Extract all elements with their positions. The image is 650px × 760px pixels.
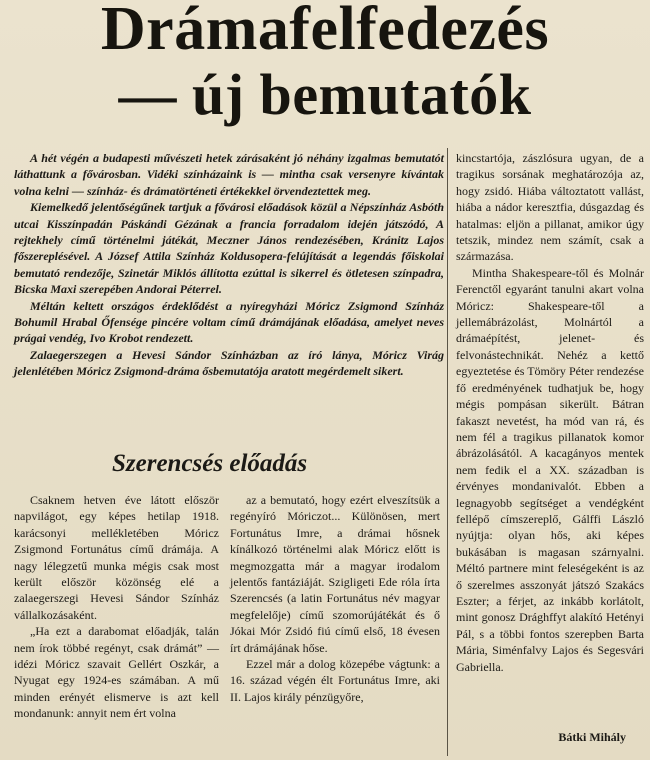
lead-paragraph: A hét végén a budapesti művészeti hetek zárásaként jó néhány izgalmas bemutatót láthattunk a fővárosban. Vidéki színházaink is — mintha csak versenyre kívántak volna kelni — színház- és drámatörténeti értékekkel örvendeztettek meg. (14, 151, 444, 198)
section-subheading: Szerencsés előadás (112, 450, 308, 477)
body-paragraph: az a bemutató, hogy ezért elveszítsük a regényíró Móriczot... Különösen, mert Fortunátus Imre, a drámai hősnek kínálkozó történelmi alak Móricz előtt is megmozgatta már a magyar irodalom jelentős fantáziáját. Szigligeti Ede róla írta Szerencsés (a latin Fortunátus név magyar megfelelője) című szomorújátékát és ő Jókai Mór Zsidó fiú című első, 18 évesen írt drámájának hőse. (230, 493, 440, 655)
body-paragraph: kincstartója, zászlósura ugyan, de a tragikus sorsának meghatározója az, hogy zsidó. Hiába változtatott vallást, hiába a nádor keresztfia, dúsgazdag és hatalmas: eljön a pillanat, amikor úgy tetszik, mindez nem számít, csak a származása. (456, 151, 644, 264)
headline-line-2: — új bemutatók (118, 62, 532, 127)
body-paragraph: „Ha ezt a darabomat előadják, talán nem írok többé regényt, csak drámát” — idézi Móricz szavait Gellért Oszkár, a Nyugat egy 1924-es számában. A mű minden erényét elismerve is azt kell mondanunk: annyit nem ért volna (14, 624, 219, 721)
body-column-3 (456, 150, 644, 675)
lead-paragraph: Zalaegerszegen a Hevesi Sándor Színházban az író lánya, Móricz Virág jelenlétében Móricz Zsigmond-dráma ősbemutatója aratott megérdemelt sikert. (14, 347, 444, 379)
body-paragraph: Mintha Shakespeare-től és Molnár Ferenctől egyaránt tanulni akart volna Móricz: Shakespeare-től a jellemábrázolást, Molnártól a drámaépítést, jelenet- és felvonástechnikát. Nehéz a kettő egyeztetése és Tömöry Péter rendezése fő eredményének tudhatjuk be, hogy mégis pompásan sikerült. Bátran fakaszt nevetést, ha mód van rá, és nem fél a tragikus pillanatok komor ábrázolásától. A kacagányos mentek nem fedik el a XX. században is érvényes mondanivalót. Ebben a legnagyobb segítséget a vendégként fellépő címszereplő, Gálffi László nyújtja: olyan hős, aki képes bukásában is magasan szárnyalni. Méltó partnere mint feleségeként is az ő szerelmes asszonyát játszó Szakács Eszter; a férjet, az inkább korlátolt, mint gonosz Drághffyt alakító Hetényi Pál, s a többi fontos szerepben Barta Mária, Siménfalvy Lajos és Segesvári Gabriella. (456, 265, 644, 674)
lead-paragraphs (14, 150, 444, 380)
lead-paragraph: Méltán keltett országos érdeklődést a nyíregyházi Móricz Zsigmond Színház Bohumil Hrabal Őfensége pincére voltam című drámájának előadása, amelyet neves prágai vendég, Ivo Krobot rendezett. (14, 298, 444, 346)
body-paragraph: Csaknem hetven éve látott először napvilágot, egy képes hetilap 1918. karácsonyi mellékletében Móricz Zsigmond Fortunátus című drámája. A nagy lélegzetű munka mégis csak most került először közönség elé a zalaegerszegi Hevesi Sándor Színház vállalkozásaként. (14, 493, 219, 622)
body-paragraph: Ezzel már a dolog közepébe vágtunk: a 16. század végén élt Fortunátus Imre, aki II. Lajos király pénzügyőre, (230, 657, 440, 704)
column-divider (447, 148, 448, 756)
lead-paragraph: Kiemelkedő jelentőségűnek tartjuk a fővárosi előadások közül a Népszínház Asbóth utcai Kisszínpadán Páskándi Gézának a francia forradalom idején játszódó, A rejtekhely című történelmi játékát, Meczner János rendezésében, Kránitz Lajos főszereplésével. A József Attila Színház Koldusopera-felújítását a legendás főiskolai bemutató rendezője, Szinetár Miklós állította ezúttal is sikerrel és ötletesen színpadra, Bicska Maxi szerepében Andorai Péterrel. (14, 200, 444, 297)
body-column-1 (14, 492, 219, 722)
body-column-2 (230, 492, 440, 705)
author-byline: Bátki Mihály (558, 730, 626, 744)
headline-line-1: Drámafelfedezés (100, 0, 550, 63)
